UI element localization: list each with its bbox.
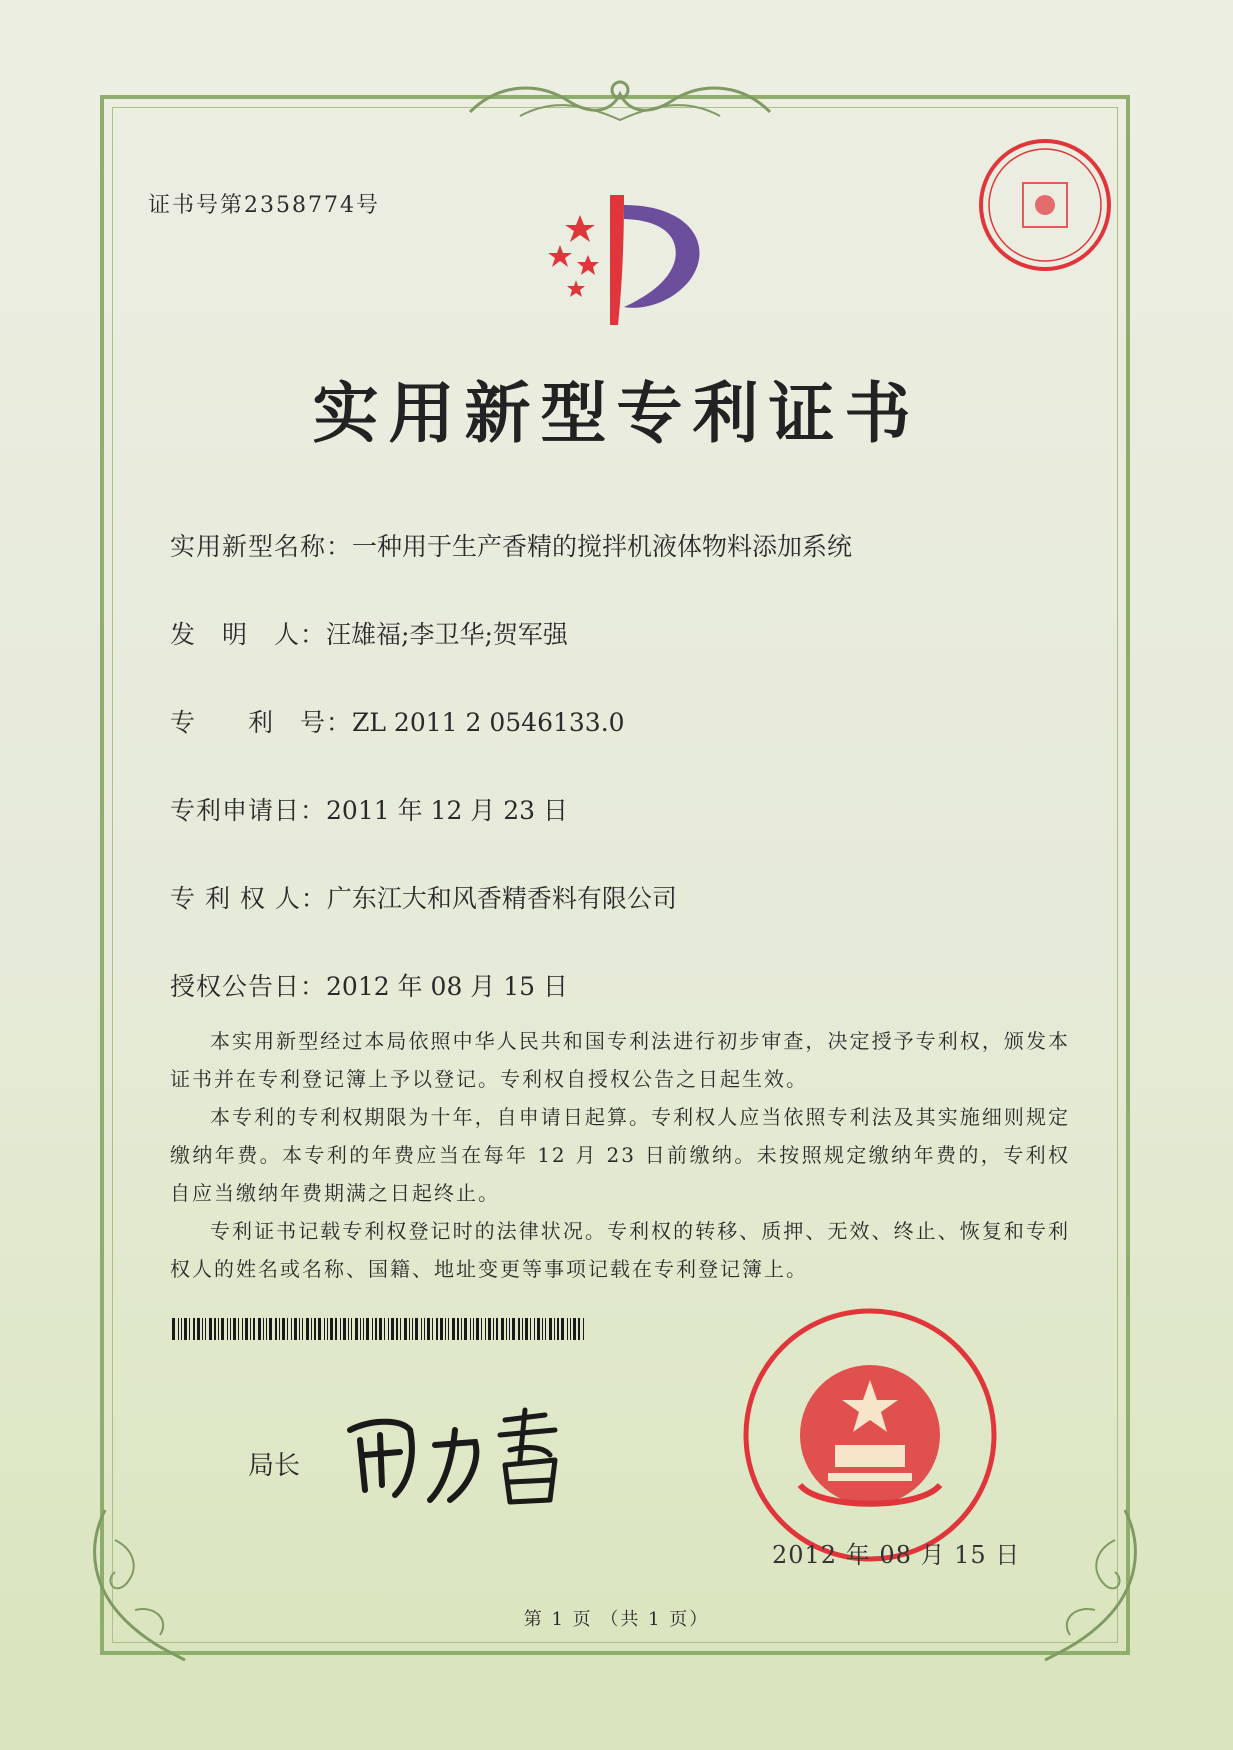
field-value: 2012 年 08 月 15 日 <box>326 972 568 1001</box>
director-signature <box>340 1400 600 1510</box>
field-value: ZL 2011 2 0546133.0 <box>352 708 625 737</box>
director-label: 局长 <box>248 1451 301 1481</box>
field-grant-date <box>170 967 568 1003</box>
field-value: 汪雄福;李卫华;贺军强 <box>326 620 568 649</box>
bottom-left-ornament-icon <box>85 1500 195 1670</box>
top-ornament-icon <box>460 72 780 132</box>
state-ip-office-seal <box>740 1305 1000 1565</box>
body-paragraph: 本专利的专利权期限为十年，自申请日起算。专利权人应当依照专利法及其实施细则规定缴纳年费。本专利的年费应当在每年 12 月 23 日前缴纳。未按照规定缴纳年费的，专利权自应当缴纳年费期满之日起终止。 <box>170 1105 1070 1205</box>
field-inventors <box>170 615 568 651</box>
page-number: 第 1 页 （共 1 页） <box>523 1609 710 1630</box>
barcode-icon <box>172 1318 587 1340</box>
field-value: 2011 年 12 月 23 日 <box>326 796 568 825</box>
seal-date: 2012 年 08 月 15 日 <box>772 1541 1021 1569</box>
field-patent-number <box>170 703 625 739</box>
field-patentee <box>170 879 677 915</box>
body-paragraph: 专利证书记载专利权登记时的法律状况。专利权的转移、质押、无效、终止、恢复和专利权人的姓名或名称、国籍、地址变更等事项记载在专利登记簿上。 <box>170 1219 1070 1281</box>
tax-stamp-seal <box>975 135 1115 275</box>
field-label: 发 明 人： <box>170 620 327 649</box>
certificate-title: 实用新型专利证书 <box>312 374 921 452</box>
certificate-body <box>170 1022 1070 1288</box>
field-application-date <box>170 791 568 827</box>
field-utility-model-name <box>170 527 852 563</box>
certificate-number: 证书号第2358774号 <box>148 193 380 218</box>
field-label: 授权公告日： <box>170 972 327 1001</box>
field-value: 广东江大和风香精香料有限公司 <box>326 884 677 913</box>
patent-office-emblem-icon <box>540 185 730 335</box>
body-paragraph: 本实用新型经过本局依照中华人民共和国专利法进行初步审查，决定授予专利权，颁发本证书并在专利登记簿上予以登记。专利权自授权公告之日起生效。 <box>170 1029 1070 1091</box>
field-value: 一种用于生产香精的搅拌机液体物料添加系统 <box>352 532 853 561</box>
field-label: 专 利 权 人： <box>170 884 327 913</box>
field-label: 专 利 号： <box>170 708 353 737</box>
field-label: 实用新型名称： <box>170 532 353 561</box>
field-label: 专利申请日： <box>170 796 327 825</box>
bottom-right-ornament-icon <box>1035 1500 1145 1670</box>
